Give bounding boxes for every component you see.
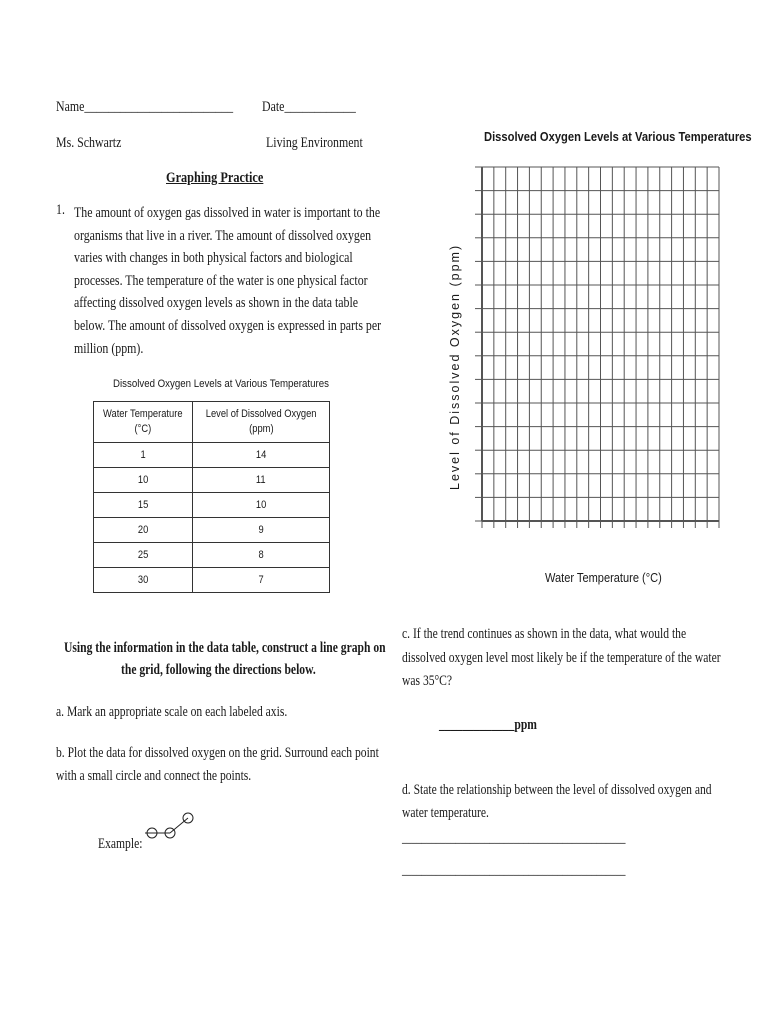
question-c-cont: was 35°C? — [402, 673, 453, 689]
question-line: varies with changes in both physical factors and biological — [74, 250, 353, 267]
instruction-b-cont: with a small circle and connect the points. — [56, 768, 252, 784]
question-d: d. State the relationship between the level of dissolved oxygen and — [402, 782, 712, 798]
question-number: 1. — [56, 202, 65, 218]
instructions-intro-cont: the grid, following the directions below. — [121, 662, 316, 678]
table-cell: 10 — [192, 493, 329, 518]
answer-d-line-1[interactable]: ______________________________________________ — [402, 830, 626, 846]
x-axis-label: Water Temperature (°C) — [545, 570, 662, 585]
example-plot-icon — [140, 808, 200, 848]
table-title: Dissolved Oxygen Levels at Various Temperatures — [113, 378, 329, 390]
table-row — [94, 568, 330, 593]
table-row — [94, 543, 330, 568]
question-line: The amount of oxygen gas dissolved in water is important to the — [74, 205, 381, 221]
table-cell: 1 — [94, 443, 193, 468]
question-d-cont: water temperature. — [402, 805, 489, 821]
graph-title: Dissolved Oxygen Levels at Various Temperatures — [484, 129, 752, 144]
answer-d-line-2[interactable]: ______________________________________________ — [402, 862, 626, 878]
instruction-a: a. Mark an appropriate scale on each labeled axis. — [56, 704, 288, 720]
table-header-row — [94, 402, 330, 443]
teacher-name: Ms. Schwartz — [56, 135, 122, 151]
question-1-text — [74, 202, 449, 360]
graph-grid[interactable] — [470, 155, 730, 535]
example-label: Example: — [98, 836, 143, 852]
answer-c-field[interactable]: _____________ppm — [439, 717, 537, 733]
table-cell: 9 — [192, 518, 329, 543]
question-c: c. If the trend continues as shown in the data, what would the — [402, 626, 687, 642]
question-line: affecting dissolved oxygen levels as shown in the data table — [74, 295, 359, 312]
y-axis-label: Level of Dissolved Oxygen (ppm) — [448, 243, 462, 490]
table-row — [94, 468, 330, 493]
table-row — [94, 493, 330, 518]
date-field[interactable]: Date____________ — [262, 99, 356, 115]
instructions-intro: Using the information in the data table, construct a line graph on — [64, 640, 386, 656]
table-header-temperature: Water Temperature (°C) — [94, 402, 193, 443]
name-field[interactable]: Name_________________________ — [56, 99, 234, 115]
table-cell: 11 — [192, 468, 329, 493]
data-table — [93, 401, 330, 593]
question-line: million (ppm). — [74, 340, 144, 357]
question-line: below. The amount of dissolved oxygen is expressed in parts per — [74, 317, 382, 334]
instruction-b: b. Plot the data for dissolved oxygen on the grid. Surround each point — [56, 745, 379, 761]
table-cell: 8 — [192, 543, 329, 568]
table-cell: 14 — [192, 443, 329, 468]
page-title: Graphing Practice — [166, 170, 264, 186]
course-name: Living Environment — [266, 135, 363, 151]
table-cell: 10 — [94, 468, 193, 493]
table-cell: 15 — [94, 493, 193, 518]
table-header-oxygen: Level of Dissolved Oxygen (ppm) — [192, 402, 329, 443]
table-cell: 7 — [192, 568, 329, 593]
question-line: organisms that live in a river. The amount of dissolved oxygen — [74, 227, 372, 244]
question-c-cont: dissolved oxygen level most likely be if the temperature of the water — [402, 650, 721, 666]
table-row — [94, 443, 330, 468]
table-cell: 30 — [94, 568, 193, 593]
table-row — [94, 518, 330, 543]
question-line: processes. The temperature of the water is one physical factor — [74, 272, 368, 289]
table-cell: 25 — [94, 543, 193, 568]
table-cell: 20 — [94, 518, 193, 543]
